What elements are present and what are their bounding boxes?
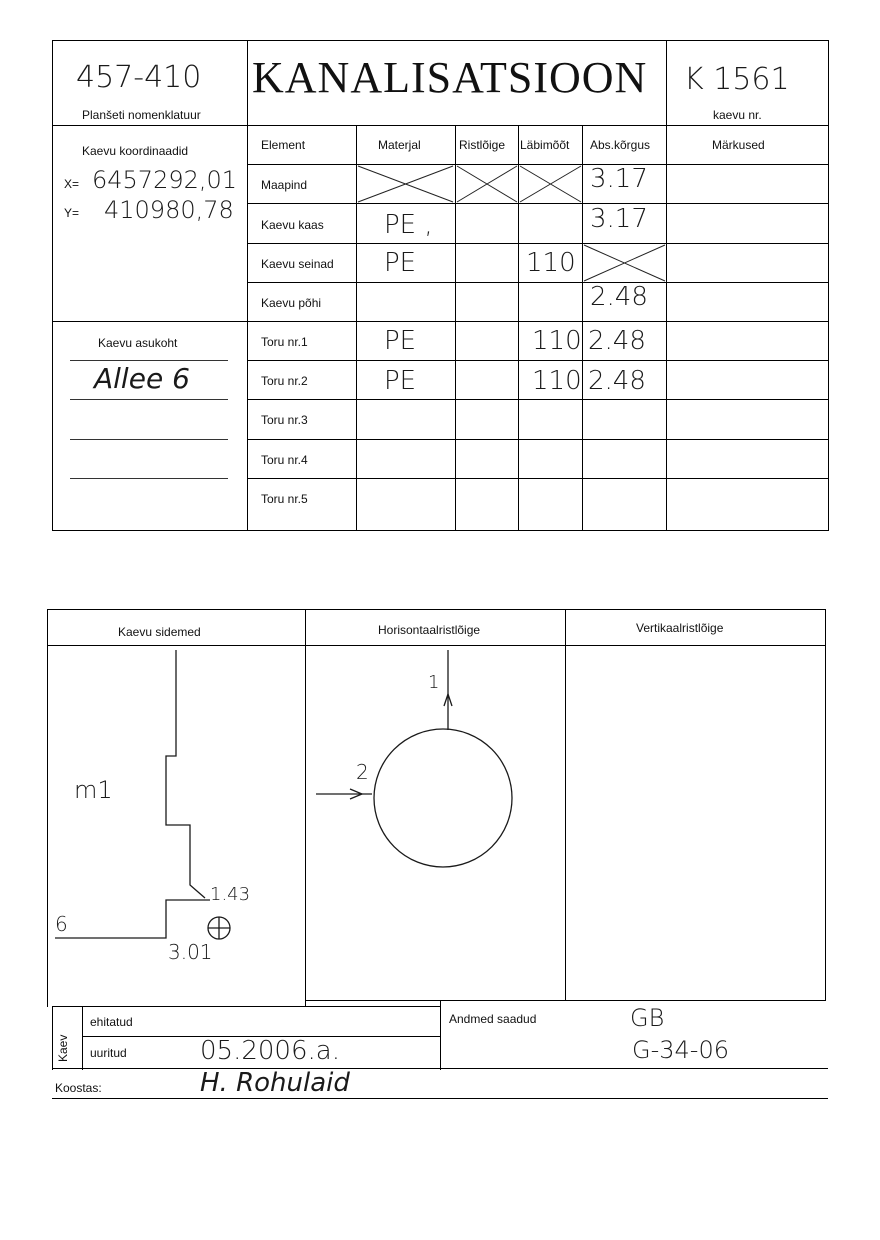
col-section: Ristlõige (459, 138, 506, 152)
row-diameter: 110 (526, 248, 576, 278)
col-notes: Märkused (712, 138, 765, 152)
row-material: PE (384, 326, 417, 356)
col-material: Materjal (378, 138, 421, 152)
surveyed-label: uuritud (90, 1046, 127, 1060)
row-elevation: 2.48 (588, 366, 646, 396)
data-source-label: Andmed saadud (449, 1012, 537, 1026)
footer-side-label: Kaev (56, 1034, 70, 1062)
row-diameter: 110 (532, 366, 582, 396)
pipe-1-label: 1 (428, 672, 440, 693)
pipe-2-label: 2 (356, 760, 369, 784)
row-material: PE (384, 366, 417, 396)
sketch-label-6: 6 (55, 912, 68, 936)
panel-horizontal-label: Horisontaalristlõige (378, 623, 481, 637)
row-elevation: 3.17 (590, 164, 648, 194)
x-label: X= (64, 177, 80, 191)
row-diameter: 110 (532, 326, 582, 356)
row-material: PE , (384, 210, 433, 240)
data-source-value-1: GB (630, 1004, 665, 1032)
built-label: ehitatud (90, 1015, 133, 1029)
col-diameter: Läbimõõt (520, 138, 570, 152)
row-elevation: 3.17 (590, 204, 648, 234)
row-element: Toru nr.5 (261, 492, 308, 506)
row-elevation: 2.48 (588, 326, 646, 356)
row-element: Kaevu põhi (261, 296, 322, 310)
author-label: Koostas: (55, 1081, 102, 1095)
row-element: Toru nr.2 (261, 374, 308, 388)
surveyed-value: 05.2006.a. (200, 1036, 340, 1066)
location-label: Kaevu asukoht (98, 336, 178, 350)
row-element: Toru nr.1 (261, 335, 308, 349)
x-value: 6457292,01 (92, 166, 238, 194)
panel-connections-label: Kaevu sidemed (118, 625, 201, 639)
well-number-label: kaevu nr. (713, 108, 762, 122)
row-element: Toru nr.3 (261, 413, 308, 427)
nomenclature-value: 457-410 (76, 60, 202, 95)
panel-vertical-label: Vertikaalristlõige (636, 621, 724, 635)
data-source-value-2: G-34-06 (632, 1036, 729, 1064)
author-value: H. Rohulaid (200, 1068, 350, 1098)
sketch-label-143: 1.43 (210, 884, 251, 905)
location-value: Allee 6 (94, 362, 190, 395)
row-elevation: 2.48 (590, 282, 648, 312)
sketch-label-m1: m1 (74, 776, 113, 804)
sketch-label-301: 3.01 (168, 940, 213, 964)
col-element: Element (261, 138, 306, 152)
nomenclature-label: Planšeti nomenklatuur (82, 108, 201, 122)
row-element: Kaevu kaas (261, 218, 324, 232)
y-label: Y= (64, 206, 80, 220)
well-number-value: K 1561 (684, 62, 790, 97)
row-element: Kaevu seinad (261, 257, 334, 271)
row-material: PE (384, 248, 417, 278)
page-title: KANALISATSIOON (252, 53, 648, 102)
y-value: 410980,78 (104, 196, 234, 224)
row-element: Toru nr.4 (261, 453, 308, 467)
row-element: Maapind (261, 178, 308, 192)
coordinates-label: Kaevu koordinaadid (82, 144, 189, 158)
col-elevation: Abs.kõrgus (590, 138, 651, 152)
